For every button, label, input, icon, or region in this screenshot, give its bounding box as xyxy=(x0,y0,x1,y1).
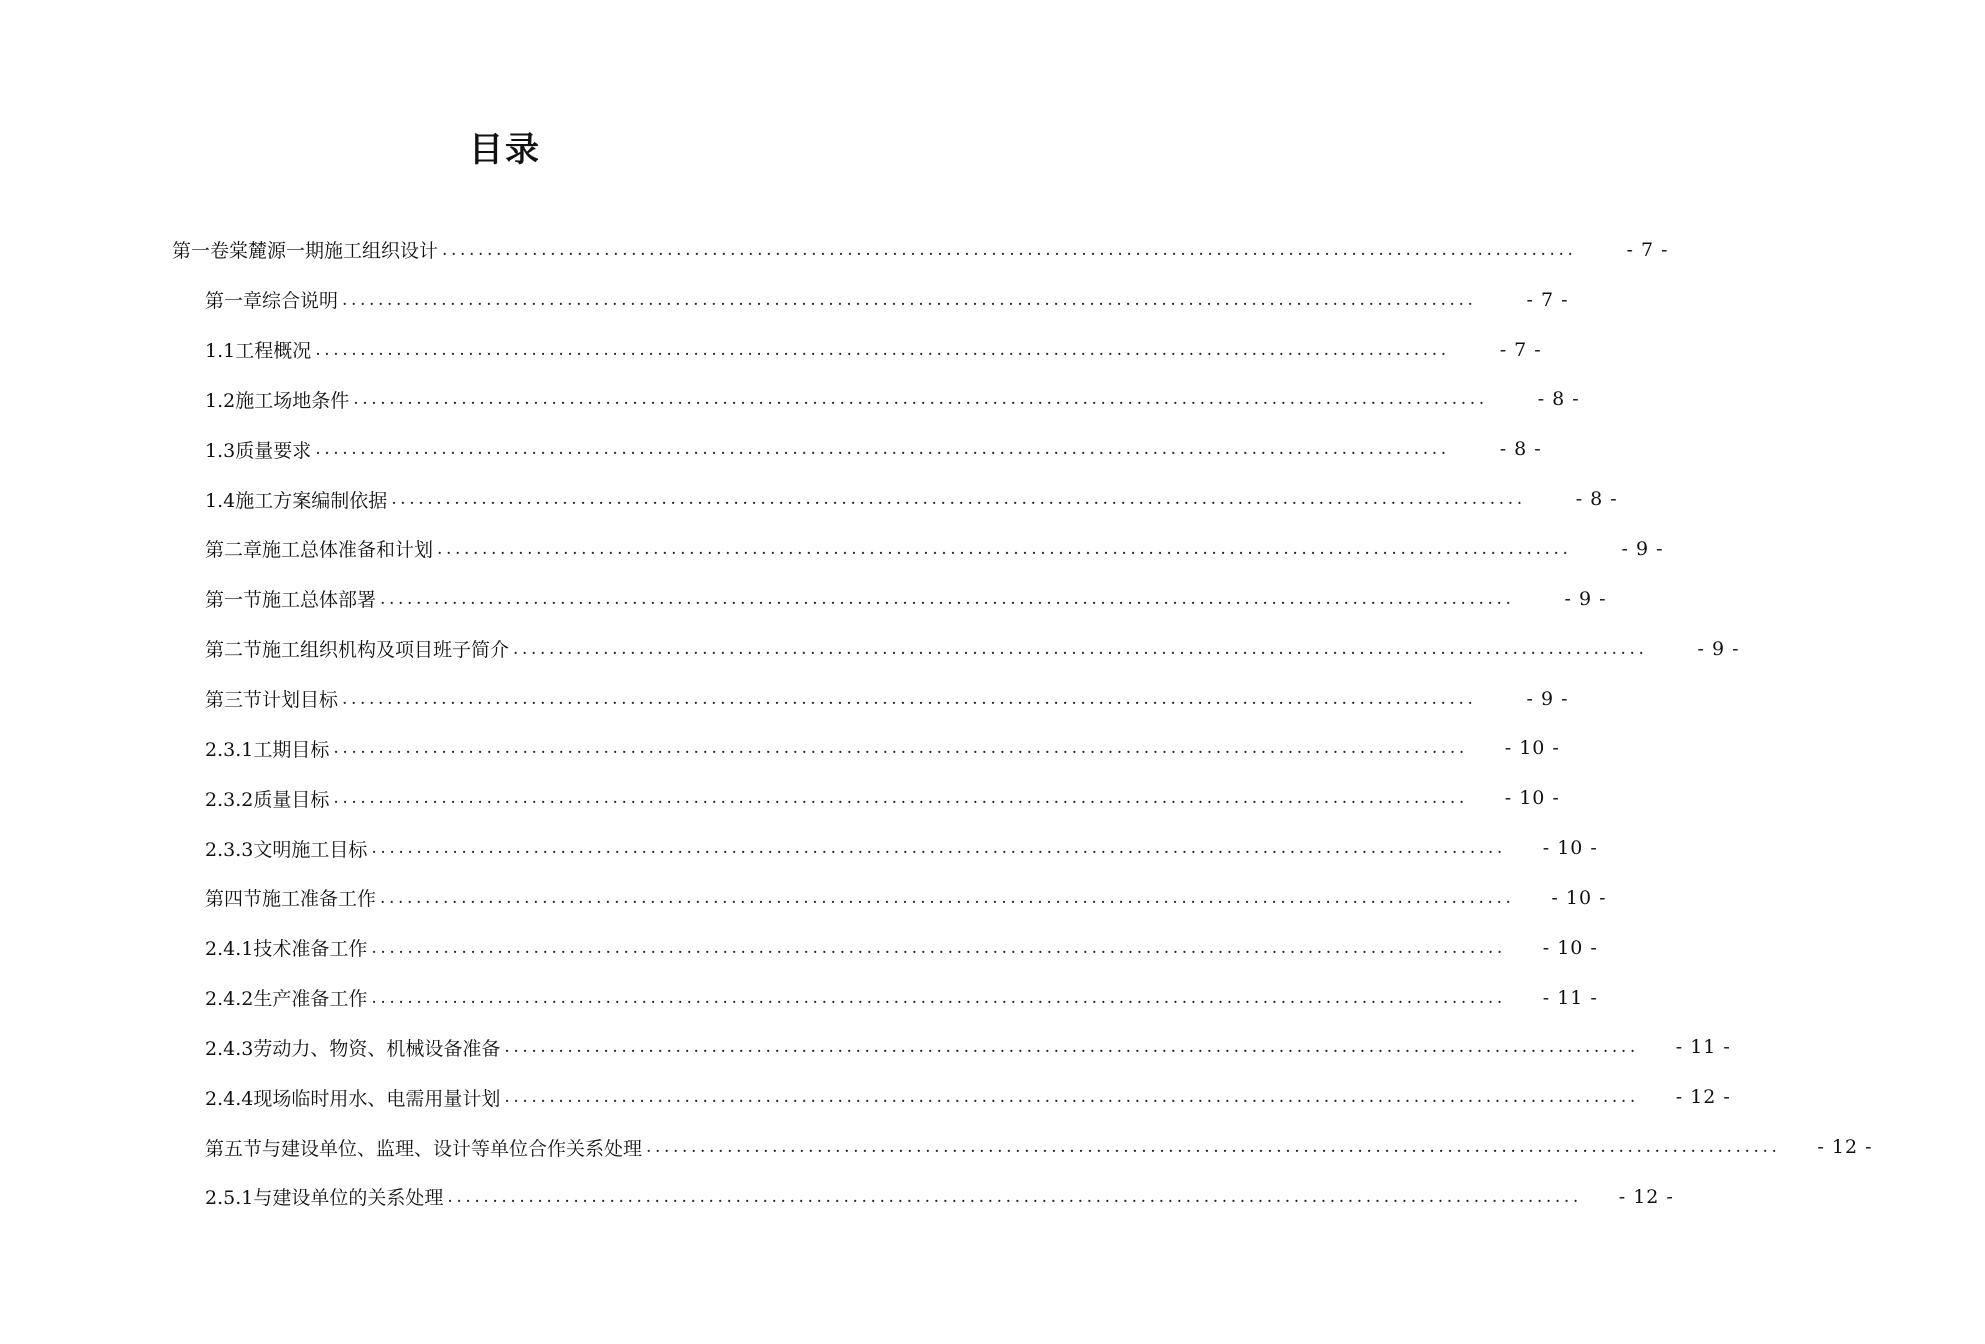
toc-leader-dots: .............................................................................................................................. xyxy=(442,239,1577,260)
toc-entry-text: 施工总体部署 xyxy=(262,589,377,612)
toc-entry-text: 工程概况 xyxy=(235,340,312,363)
toc-leader-dots: .............................................................................................................................. xyxy=(333,788,1468,809)
toc-entry-page: - 12 - xyxy=(1817,1136,1873,1159)
toc-entry-text: 棠麓源一期施工组织设计 xyxy=(229,240,439,263)
toc-leader-dots: .............................................................................................................................. xyxy=(504,1087,1639,1108)
toc-entry-page: - 11 - xyxy=(1675,1036,1731,1059)
toc-entry-number: 2.3.1 xyxy=(205,738,254,761)
toc-leader-dots: .............................................................................................................................. xyxy=(342,688,1477,709)
toc-entry-label xyxy=(205,486,389,513)
toc-entry[interactable] xyxy=(0,1072,1731,1122)
toc-entry[interactable] xyxy=(0,524,1664,574)
toc-entry-label xyxy=(205,535,435,562)
toc-entry-text: 技术准备工作 xyxy=(253,938,368,961)
toc-entry-label xyxy=(205,934,369,961)
toc-entry-text: 工期目标 xyxy=(253,738,330,761)
toc-entry[interactable] xyxy=(0,574,1607,624)
toc-entry-label xyxy=(205,1134,644,1161)
toc-leader-dots: .............................................................................................................................. xyxy=(391,489,1526,510)
toc-entry-page: - 10 - xyxy=(1504,787,1560,810)
toc-entry-page: - 12 - xyxy=(1675,1086,1731,1109)
toc-entry-text: 现场临时用水、电需用量计划 xyxy=(253,1087,501,1110)
toc-leader-dots: .............................................................................................................................. xyxy=(371,937,1506,958)
toc-entry-label xyxy=(172,236,440,263)
toc-entry-label xyxy=(205,685,340,712)
toc-entry-page: - 11 - xyxy=(1542,986,1598,1009)
toc-entry-text: 生产准备工作 xyxy=(253,988,368,1011)
toc-entry[interactable] xyxy=(0,474,1618,524)
toc-entry[interactable] xyxy=(0,325,1542,375)
toc-entry-text: 施工组织机构及项目班子简介 xyxy=(262,639,510,662)
toc-entry-page: - 7 - xyxy=(1499,338,1542,361)
toc-entry-text: 施工总体准备和计划 xyxy=(262,539,434,562)
toc-entry-number: 第二节 xyxy=(205,639,263,662)
toc-entry-text: 质量要求 xyxy=(235,439,312,462)
toc-entry-label xyxy=(205,884,378,911)
toc-entry[interactable] xyxy=(0,275,1569,325)
toc-entry-page: - 8 - xyxy=(1537,388,1580,411)
toc-entry-number: 2.4.1 xyxy=(205,938,254,961)
toc-leader-dots: .............................................................................................................................. xyxy=(371,987,1506,1008)
toc-leader-dots: .............................................................................................................................. xyxy=(646,1137,1781,1158)
toc-entry-page: - 10 - xyxy=(1551,886,1607,909)
toc-entry-number: 1.1 xyxy=(205,340,236,363)
toc-entry-label xyxy=(205,735,331,762)
toc-entry-text: 综合说明 xyxy=(262,290,339,313)
toc-title: 目录 xyxy=(469,130,541,170)
toc-entry-label xyxy=(205,585,378,612)
toc-leader-dots: .............................................................................................................................. xyxy=(504,1037,1639,1058)
toc-entry-label xyxy=(205,984,369,1011)
toc-entry-number: 第一节 xyxy=(205,589,263,612)
toc-entry-number: 第二章 xyxy=(205,539,263,562)
toc-entry-number: 第一卷 xyxy=(172,240,230,263)
toc-entry[interactable] xyxy=(0,773,1560,823)
toc-leader-dots: .............................................................................................................................. xyxy=(315,339,1450,360)
toc-entry-number: 2.4.4 xyxy=(205,1087,254,1110)
toc-entry[interactable] xyxy=(0,225,1669,275)
toc-leader-dots: .............................................................................................................................. xyxy=(315,439,1450,460)
toc-entry-page: - 9 - xyxy=(1564,587,1607,610)
toc-entry-text: 计划目标 xyxy=(262,689,339,712)
toc-entry-text: 劳动力、物资、机械设备准备 xyxy=(253,1037,501,1060)
toc-entry-number: 2.4.3 xyxy=(205,1037,254,1060)
toc-entry-text: 施工场地条件 xyxy=(235,389,350,412)
toc-entry[interactable] xyxy=(0,1023,1731,1073)
toc-entry-text: 文明施工目标 xyxy=(253,838,368,861)
toc-entry-label xyxy=(205,286,340,313)
toc-leader-dots: .............................................................................................................................. xyxy=(333,738,1468,759)
toc-entry-number: 第四节 xyxy=(205,888,263,911)
toc-entry-text: 施工准备工作 xyxy=(262,888,377,911)
toc-entry[interactable] xyxy=(0,973,1598,1023)
toc-entry-text: 施工方案编制依据 xyxy=(235,489,388,512)
toc-entry-text: 与建设单位、监理、设计等单位合作关系处理 xyxy=(262,1137,643,1160)
toc-entry-label xyxy=(205,336,313,363)
toc-leader-dots: .............................................................................................................................. xyxy=(380,588,1515,609)
toc-entry-label xyxy=(205,635,511,662)
toc-entry-page: - 8 - xyxy=(1575,488,1618,511)
toc-entry-number: 2.3.2 xyxy=(205,788,254,811)
toc-entry-number: 第三节 xyxy=(205,689,263,712)
toc-entry[interactable] xyxy=(0,723,1560,773)
toc-entry-text: 质量目标 xyxy=(253,788,330,811)
toc-entry-number: 2.4.2 xyxy=(205,988,254,1011)
toc-entry-number: 1.3 xyxy=(205,439,236,462)
toc-leader-dots: .............................................................................................................................. xyxy=(513,638,1648,659)
toc-entry-page: - 10 - xyxy=(1504,737,1560,760)
toc-leader-dots: .............................................................................................................................. xyxy=(447,1186,1582,1207)
toc-entry-number: 2.3.3 xyxy=(205,838,254,861)
toc-entry-number: 第一章 xyxy=(205,290,263,313)
toc-entry[interactable] xyxy=(0,1172,1674,1222)
toc-entry-page: - 8 - xyxy=(1499,438,1542,461)
toc-entry[interactable] xyxy=(0,873,1607,923)
toc-entry[interactable] xyxy=(0,923,1598,973)
toc-entry[interactable] xyxy=(0,424,1542,474)
toc-entry-label xyxy=(205,1034,502,1061)
toc-entry-label xyxy=(205,835,369,862)
toc-entry-label xyxy=(205,1084,502,1111)
toc-entry-page: - 9 - xyxy=(1621,537,1664,560)
toc-leader-dots: .............................................................................................................................. xyxy=(371,838,1506,859)
toc-entry-number: 2.5.1 xyxy=(205,1187,254,1210)
toc-entry-page: - 10 - xyxy=(1542,936,1598,959)
toc-leader-dots: .............................................................................................................................. xyxy=(380,887,1515,908)
toc-entry[interactable] xyxy=(0,624,1740,674)
toc-entry-page: - 9 - xyxy=(1526,687,1569,710)
toc-list xyxy=(0,225,1873,1222)
toc-leader-dots: .............................................................................................................................. xyxy=(437,538,1572,559)
toc-entry-page: - 9 - xyxy=(1697,637,1740,660)
toc-entry[interactable] xyxy=(0,674,1569,724)
toc-entry-label xyxy=(205,436,313,463)
toc-entry-label xyxy=(205,386,351,413)
toc-entry-page: - 7 - xyxy=(1526,288,1569,311)
toc-leader-dots: .............................................................................................................................. xyxy=(342,289,1477,310)
toc-entry-page: - 7 - xyxy=(1626,238,1669,261)
toc-leader-dots: .............................................................................................................................. xyxy=(353,389,1488,410)
toc-entry-number: 1.2 xyxy=(205,389,236,412)
toc-entry-page: - 12 - xyxy=(1618,1185,1674,1208)
toc-entry-text: 与建设单位的关系处理 xyxy=(253,1187,444,1210)
toc-entry-page: - 10 - xyxy=(1542,837,1598,860)
toc-entry-number: 第五节 xyxy=(205,1137,263,1160)
toc-entry[interactable] xyxy=(0,375,1580,425)
toc-entry-number: 1.4 xyxy=(205,489,236,512)
toc-entry[interactable] xyxy=(0,823,1598,873)
toc-entry[interactable] xyxy=(0,1122,1873,1172)
toc-entry-label xyxy=(205,785,331,812)
toc-entry-label xyxy=(205,1183,445,1210)
